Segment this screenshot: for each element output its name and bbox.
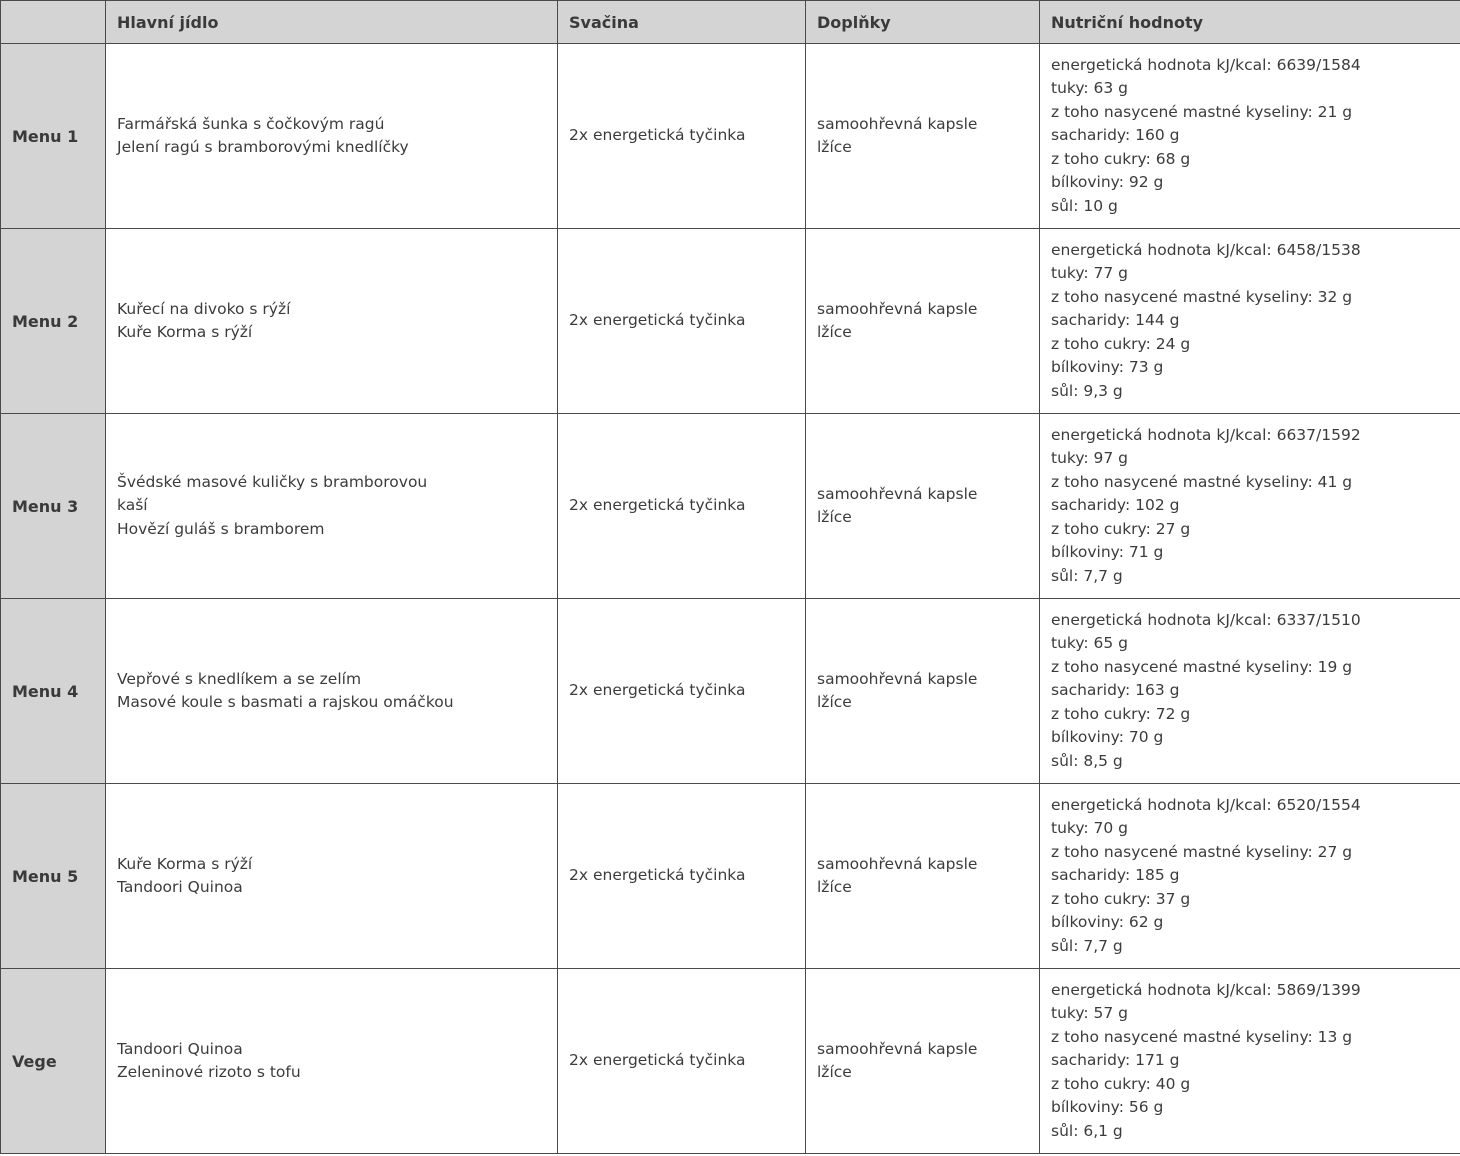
extras-cell <box>806 599 1040 784</box>
nutrition-line: tuky: 77 g <box>1051 264 1129 283</box>
nutrition-line: z toho cukry: 24 g <box>1051 334 1191 353</box>
main-dish-cell <box>106 599 558 784</box>
nutrition-cell <box>1040 599 1460 784</box>
table-header <box>1 1 1460 44</box>
extras-cell <box>806 414 1040 599</box>
extras-line: lžíce <box>817 508 852 526</box>
main-dish-cell <box>106 784 558 969</box>
extras-line: lžíce <box>817 138 852 156</box>
nutrition-line: sůl: 7,7 g <box>1051 936 1123 955</box>
main-dish-line: Tandoori Quinoa <box>117 878 243 896</box>
nutrition-line: sůl: 6,1 g <box>1051 1121 1123 1140</box>
extras-cell <box>806 44 1040 229</box>
extras-line: samoohřevná kapsle <box>817 669 978 688</box>
row-menu-name: Menu 5 <box>1 784 106 969</box>
nutrition-cell <box>1040 784 1460 969</box>
extras-line: samoohřevná kapsle <box>817 854 978 873</box>
nutrition-line: tuky: 70 g <box>1051 819 1129 838</box>
snack-cell: 2x energetická tyčinka <box>558 969 806 1154</box>
main-dish-cell <box>106 229 558 414</box>
snack-cell: 2x energetická tyčinka <box>558 229 806 414</box>
extras-line: samoohřevná kapsle <box>817 114 978 133</box>
nutrition-line: bílkoviny: 73 g <box>1051 358 1164 377</box>
nutrition-cell <box>1040 44 1460 229</box>
nutrition-line: z toho nasycené mastné kyseliny: 32 g <box>1051 287 1353 306</box>
nutrition-line: bílkoviny: 62 g <box>1051 913 1164 932</box>
nutrition-line: tuky: 65 g <box>1051 634 1129 653</box>
nutrition-line: sůl: 8,5 g <box>1051 751 1123 770</box>
nutrition-line: sůl: 10 g <box>1051 196 1118 215</box>
nutrition-line: z toho cukry: 40 g <box>1051 1074 1191 1093</box>
nutrition-line: sacharidy: 160 g <box>1051 126 1180 145</box>
nutrition-line: z toho cukry: 68 g <box>1051 149 1191 168</box>
main-dish-line: Masové koule s basmati a rajskou omáčkou <box>117 693 454 711</box>
nutrition-line: tuky: 57 g <box>1051 1004 1129 1023</box>
nutrition-line: tuky: 63 g <box>1051 79 1129 98</box>
main-dish-cell <box>106 414 558 599</box>
row-menu-name: Menu 2 <box>1 229 106 414</box>
extras-line: lžíce <box>817 693 852 711</box>
nutrition-line: z toho nasycené mastné kyseliny: 21 g <box>1051 102 1353 121</box>
table-row <box>1 414 1460 599</box>
nutrition-line: z toho nasycené mastné kyseliny: 27 g <box>1051 842 1353 861</box>
extras-cell <box>806 969 1040 1154</box>
header-snack: Svačina <box>558 1 806 44</box>
nutrition-line: energetická hodnota kJ/kcal: 6337/1510 <box>1051 610 1361 629</box>
extras-cell <box>806 229 1040 414</box>
main-dish-cell <box>106 44 558 229</box>
row-menu-name: Menu 1 <box>1 44 106 229</box>
header-corner-cell <box>1 1 106 44</box>
nutrition-line: energetická hodnota kJ/kcal: 6637/1592 <box>1051 425 1361 444</box>
extras-line: samoohřevná kapsle <box>817 299 978 318</box>
main-dish-line: Kuřecí na divoko s rýží <box>117 299 291 318</box>
nutrition-line: energetická hodnota kJ/kcal: 6639/1584 <box>1051 55 1361 74</box>
nutrition-line: z toho nasycené mastné kyseliny: 13 g <box>1051 1027 1353 1046</box>
main-dish-line: Kuře Korma s rýží <box>117 854 253 873</box>
extras-line: samoohřevná kapsle <box>817 484 978 503</box>
table-row <box>1 969 1460 1154</box>
nutrition-line: bílkoviny: 70 g <box>1051 728 1164 747</box>
nutrition-cell <box>1040 969 1460 1154</box>
main-dish-line: Vepřové s knedlíkem a se zelím <box>117 669 362 688</box>
header-main-dish: Hlavní jídlo <box>106 1 558 44</box>
main-dish-cell <box>106 969 558 1154</box>
nutrition-line: energetická hodnota kJ/kcal: 5869/1399 <box>1051 980 1361 999</box>
nutrition-line: sůl: 9,3 g <box>1051 381 1123 400</box>
nutrition-line: energetická hodnota kJ/kcal: 6458/1538 <box>1051 240 1361 259</box>
main-dish-line: kaší <box>117 496 148 515</box>
row-menu-name: Vege <box>1 969 106 1154</box>
extras-line: samoohřevná kapsle <box>817 1039 978 1058</box>
main-dish-line: Zeleninové rizoto s tofu <box>117 1063 301 1081</box>
nutrition-line: sacharidy: 102 g <box>1051 496 1180 515</box>
extras-line: lžíce <box>817 323 852 341</box>
nutrition-line: z toho cukry: 72 g <box>1051 704 1191 723</box>
extras-cell <box>806 784 1040 969</box>
nutrition-line: bílkoviny: 71 g <box>1051 543 1164 562</box>
header-extras: Doplňky <box>806 1 1040 44</box>
main-dish-line: Tandoori Quinoa <box>117 1039 243 1058</box>
main-dish-line: Hovězí guláš s bramborem <box>117 519 325 538</box>
row-menu-name: Menu 3 <box>1 414 106 599</box>
snack-cell: 2x energetická tyčinka <box>558 784 806 969</box>
table-body <box>1 44 1460 1154</box>
nutrition-line: sacharidy: 163 g <box>1051 681 1180 700</box>
nutrition-line: tuky: 97 g <box>1051 449 1129 468</box>
table-row <box>1 229 1460 414</box>
row-menu-name: Menu 4 <box>1 599 106 784</box>
nutrition-line: z toho cukry: 27 g <box>1051 519 1191 538</box>
extras-line: lžíce <box>817 878 852 896</box>
nutrition-line: bílkoviny: 92 g <box>1051 173 1164 192</box>
main-dish-line: Kuře Korma s rýží <box>117 323 253 341</box>
nutrition-line: bílkoviny: 56 g <box>1051 1098 1164 1117</box>
nutrition-line: sacharidy: 185 g <box>1051 866 1180 885</box>
nutrition-cell <box>1040 229 1460 414</box>
nutrition-line: sacharidy: 144 g <box>1051 311 1180 330</box>
nutrition-line: sůl: 7,7 g <box>1051 566 1123 585</box>
nutrition-line: sacharidy: 171 g <box>1051 1051 1180 1070</box>
main-dish-line: Švédské masové kuličky s bramborovou <box>117 472 428 491</box>
nutrition-line: z toho nasycené mastné kyseliny: 19 g <box>1051 657 1353 676</box>
extras-line: lžíce <box>817 1063 852 1081</box>
snack-cell: 2x energetická tyčinka <box>558 44 806 229</box>
table-row <box>1 599 1460 784</box>
table-row <box>1 44 1460 229</box>
table-row <box>1 784 1460 969</box>
main-dish-line: Farmářská šunka s čočkovým ragú <box>117 114 385 133</box>
nutrition-line: z toho cukry: 37 g <box>1051 889 1191 908</box>
header-row <box>1 1 1460 44</box>
nutrition-line: energetická hodnota kJ/kcal: 6520/1554 <box>1051 795 1361 814</box>
nutrition-line: z toho nasycené mastné kyseliny: 41 g <box>1051 472 1353 491</box>
snack-cell: 2x energetická tyčinka <box>558 414 806 599</box>
nutrition-cell <box>1040 414 1460 599</box>
header-nutrition: Nutriční hodnoty <box>1040 1 1460 44</box>
main-dish-line: Jelení ragú s bramborovými knedlíčky <box>117 138 409 156</box>
snack-cell: 2x energetická tyčinka <box>558 599 806 784</box>
